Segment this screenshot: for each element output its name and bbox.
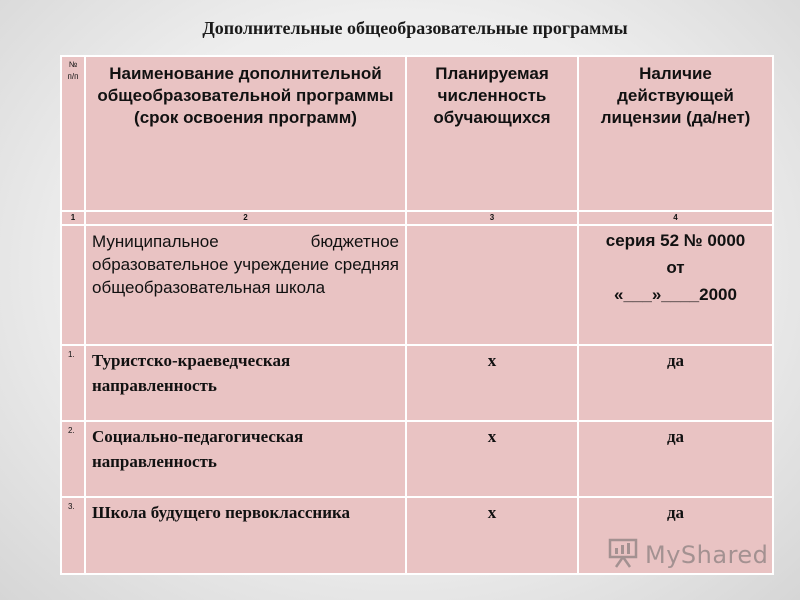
header-license: Наличие действующей лицензии (да/нет) — [600, 64, 751, 127]
row-license-cell — [578, 421, 773, 497]
program-name: Школа будущего первоклассника — [92, 503, 351, 522]
slide-title: Дополнительные общеобразовательные программы — [202, 18, 628, 38]
row-num-cell — [61, 421, 85, 497]
column-number-cell — [406, 211, 578, 225]
presentation-board-icon — [607, 537, 639, 574]
header-name: Наименование дополнительной общеобразовательной программы (срок освоения программ) — [97, 64, 394, 127]
column-number-1: 1 — [70, 213, 76, 222]
column-number-cell — [85, 211, 406, 225]
row-number: 1. — [68, 350, 75, 359]
license-series: серия 52 № 0000 — [605, 231, 746, 250]
header-num-cell — [61, 56, 85, 211]
row-planned-cell — [406, 497, 578, 574]
row-num-cell — [61, 345, 85, 421]
header-num: № — [68, 60, 78, 69]
school-license-cell — [578, 225, 773, 345]
column-number-cell — [61, 211, 85, 225]
license-status: да — [666, 503, 685, 522]
row-number: 3. — [68, 502, 75, 511]
row-license-cell — [578, 345, 773, 421]
row-planned-cell — [406, 421, 578, 497]
license-from: от — [666, 258, 685, 277]
myshared-watermark — [607, 538, 768, 572]
row-planned-cell — [406, 345, 578, 421]
column-number-3: 3 — [489, 213, 495, 222]
planned-count: х — [487, 427, 497, 446]
header-row — [61, 56, 773, 211]
header-planned-cell — [406, 56, 578, 211]
row-number: 2. — [68, 426, 75, 435]
row-name-cell — [85, 421, 406, 497]
planned-count: х — [487, 351, 497, 370]
table-row — [61, 345, 773, 421]
column-number-2: 2 — [243, 213, 248, 222]
column-number-4: 4 — [673, 213, 678, 222]
license-date: «___»____2000 — [614, 285, 737, 304]
planned-count: х — [487, 503, 497, 522]
school-row — [61, 225, 773, 345]
row-num-cell — [61, 497, 85, 574]
header-num-sub: п/п — [67, 72, 79, 81]
license-status: да — [666, 427, 685, 446]
school-name: Муниципальное бюджетное образовательное учреждение средняя общеобразовательная школа — [92, 232, 399, 297]
row-name-cell — [85, 345, 406, 421]
header-name-cell — [85, 56, 406, 211]
school-num-cell — [61, 225, 85, 345]
header-license-cell — [578, 56, 773, 211]
school-planned-cell — [406, 225, 578, 345]
table-row — [61, 421, 773, 497]
school-name-cell — [85, 225, 406, 345]
column-number-row — [61, 211, 773, 225]
programs-table — [60, 55, 774, 575]
program-name: Социально-педагогическая направленность — [92, 427, 304, 471]
watermark-text: MyShared — [645, 541, 769, 569]
header-planned: Планируемая численность обучающихся — [433, 64, 551, 127]
program-name: Туристско-краеведческая направленность — [92, 351, 291, 395]
row-name-cell — [85, 497, 406, 574]
column-number-cell — [578, 211, 773, 225]
license-status: да — [666, 351, 685, 370]
